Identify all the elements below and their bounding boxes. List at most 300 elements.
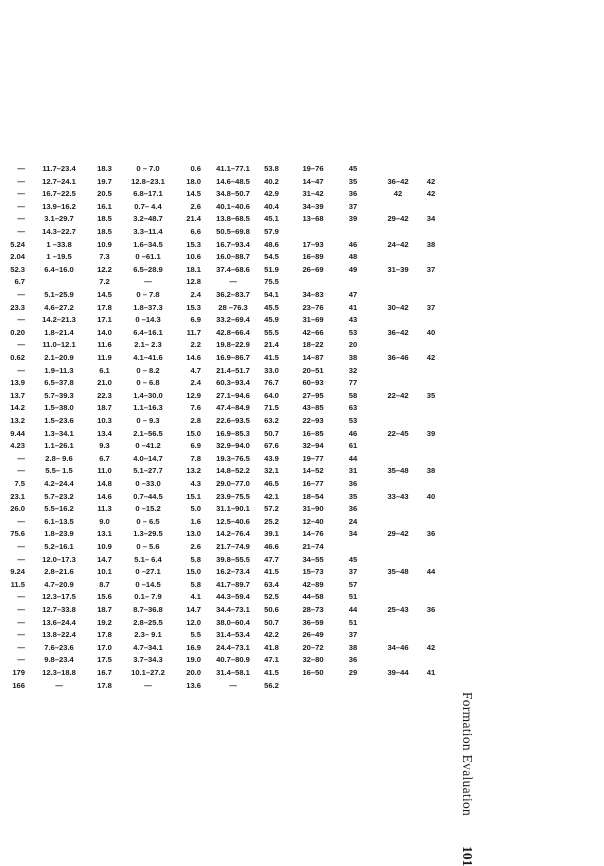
table-cell: 43–85: [302, 403, 324, 413]
table-cell: 4.0–14.7: [133, 453, 163, 463]
table-cell: 37: [348, 630, 358, 640]
table-cell: 0.1– 7.9: [134, 592, 162, 602]
table-cell: 4.7–20.9: [44, 579, 74, 589]
table-cell: 1.3–29.5: [133, 529, 163, 539]
table-cell: 16.2–73.4: [216, 567, 250, 577]
table-cell: 11.0–12.1: [42, 340, 76, 350]
table-cell: 5.7–39.3: [44, 390, 74, 400]
table-cell: 166: [12, 680, 25, 690]
table-cell: 42.8–66.4: [216, 327, 250, 337]
table-cell: 14.3–22.7: [42, 227, 76, 236]
table-cell: 35–48: [387, 567, 409, 577]
table-cell: 4.1: [190, 592, 201, 602]
table-cell: 1.5–23.6: [44, 416, 74, 425]
table-cell: 14.8–52.2: [216, 466, 250, 476]
page-number: 101: [460, 846, 475, 866]
table-cell: 45.9: [264, 315, 279, 325]
table-cell: 50.7: [264, 617, 279, 627]
table-cell: 11.5: [10, 579, 25, 589]
table-cell: 5.1–25.9: [44, 290, 74, 299]
table-cell: 15.3: [186, 239, 201, 249]
table-cell: 13.0: [186, 529, 201, 539]
table-cell: 31.4–53.4: [216, 630, 250, 640]
table-cell: 41.5: [264, 353, 279, 362]
table-cell: 45: [348, 554, 358, 564]
table-cell: 15.3: [186, 302, 201, 312]
table-cell: 26.0: [10, 504, 25, 514]
table-cell: 51: [348, 617, 358, 627]
table-cell: 35: [348, 176, 358, 186]
table-cell: 22.3: [97, 390, 112, 400]
table-cell: 47.7: [264, 554, 279, 564]
table-cell: 31.4–58.1: [216, 668, 250, 677]
table-cell: 9.3: [99, 441, 110, 451]
table-cell: 6.5–37.8: [44, 378, 74, 388]
table-cell: 13.9: [10, 378, 25, 388]
table-cell: —: [17, 340, 25, 350]
table-cell: 9.24: [10, 567, 25, 577]
table-cell: 39–44: [387, 668, 409, 677]
table-cell: 21.4–51.7: [216, 365, 250, 375]
table-cell: 14.6: [97, 491, 112, 501]
table-cell: 34–39: [302, 201, 324, 211]
table-cell: 11.3: [97, 504, 112, 514]
table-cell: 47.1: [264, 655, 279, 665]
table-cell: 36: [348, 655, 358, 665]
table-cell: 58: [348, 390, 358, 400]
table-cell: 16.0–88.7: [216, 252, 250, 262]
table-cell: 71.5: [264, 403, 279, 413]
table-cell: 4.6–27.2: [44, 302, 74, 312]
table-cell: 13.6–24.4: [42, 617, 76, 627]
table-cell: 4.2–24.4: [44, 479, 74, 488]
table-cell: 0.6: [190, 164, 201, 173]
table-cell: 12.5–40.6: [216, 516, 250, 526]
table-cell: —: [17, 466, 25, 476]
table-cell: 5.1–27.7: [133, 466, 163, 476]
table-cell: 39.1: [264, 529, 279, 539]
table-cell: 44–58: [302, 592, 324, 602]
table-cell: 7.5: [14, 479, 25, 488]
table-cell: 55.5: [264, 327, 279, 337]
table-cell: —: [55, 680, 63, 690]
table-cell: 41.5: [264, 668, 279, 677]
table-cell: 23.3: [10, 302, 25, 312]
table-cell: 14–87: [302, 353, 324, 362]
table-cell: 6.6: [190, 227, 201, 236]
table-cell: 30–42: [387, 302, 409, 312]
table-cell: 12.7–24.1: [42, 176, 76, 186]
table-cell: 2.4: [190, 290, 201, 299]
table-cell: 11.0: [97, 466, 112, 476]
table-cell: 16.7–93.4: [216, 239, 250, 249]
table-cell: —: [17, 365, 25, 375]
table-cell: 57.9: [264, 227, 279, 236]
table-cell: 19.2: [97, 617, 112, 627]
table-cell: 60.3–93.4: [216, 378, 250, 388]
table-cell: 2.1–56.5: [133, 428, 163, 438]
table-cell: 40: [426, 491, 436, 501]
table-cell: 18.5: [97, 214, 112, 224]
table-cell: 40: [426, 327, 436, 337]
table-cell: 16–89: [302, 252, 324, 262]
table-cell: 44: [426, 567, 436, 577]
table-cell: 21.4: [264, 340, 279, 350]
table-cell: 34.4–73.1: [216, 605, 250, 614]
table-cell: 7.3: [99, 252, 110, 262]
table-cell: 179: [12, 668, 25, 677]
table-cell: 15–73: [302, 567, 324, 577]
table-cell: 38: [348, 642, 358, 652]
table-cell: 34: [348, 529, 358, 539]
table-cell: 6.1: [99, 365, 110, 375]
table-cell: 9.8–23.4: [44, 655, 74, 665]
table-cell: 22–42: [387, 390, 409, 400]
table-cell: 40.1–40.6: [216, 201, 250, 211]
table-cell: 17.5: [97, 655, 112, 665]
table-cell: 46.6: [264, 542, 279, 551]
table-cell: 42.9: [264, 189, 279, 199]
table-cell: 0.62: [10, 353, 25, 362]
table-cell: —: [17, 453, 25, 463]
table-cell: 19–77: [302, 453, 324, 463]
table-cell: —: [17, 189, 25, 199]
table-cell: 4.7: [190, 365, 201, 375]
table-cell: 1.8–21.4: [44, 327, 74, 337]
table-cell: 8.7–36.8: [133, 605, 163, 614]
table-cell: 32–94: [302, 441, 324, 451]
table-cell: 2.6: [190, 542, 201, 551]
table-cell: 14–47: [302, 176, 324, 186]
table-cell: 16–50: [302, 668, 324, 677]
table-cell: 54.1: [264, 290, 279, 299]
table-cell: 46: [348, 428, 358, 438]
table-cell: 14–76: [302, 529, 324, 539]
table-cell: 0 – 6.5: [136, 516, 160, 526]
table-cell: 1.8–37.3: [133, 302, 163, 312]
table-cell: 27–95: [302, 390, 324, 400]
table-cell: 32.9–94.0: [216, 441, 250, 451]
table-cell: —: [17, 642, 25, 652]
table-cell: 41: [426, 668, 436, 677]
table-cell: 36–59: [302, 617, 324, 627]
table-cell: 20: [348, 340, 358, 350]
table-cell: 42.1: [264, 491, 279, 501]
table-cell: 43.9: [264, 453, 279, 463]
table-cell: 35: [426, 390, 436, 400]
table-cell: 39: [348, 214, 358, 224]
table-cell: 12.0–17.3: [42, 554, 76, 564]
table-cell: 1.6: [190, 516, 201, 526]
table-cell: 0 – 7.8: [136, 290, 160, 299]
table-cell: 54.5: [264, 252, 279, 262]
table-cell: 22–93: [302, 416, 324, 425]
table-cell: 53: [348, 416, 358, 425]
table-cell: 37: [348, 201, 358, 211]
table-cell: 2.3– 9.1: [134, 630, 162, 640]
table-cell: 14.5: [186, 189, 201, 199]
table-cell: 12.7–33.8: [42, 605, 76, 614]
table-cell: 6.4–16.1: [133, 327, 163, 337]
table-cell: 5.8: [190, 554, 201, 564]
table-cell: 21.4: [186, 214, 201, 224]
table-cell: 0 –33.0: [135, 479, 161, 488]
table-cell: 21.0: [97, 378, 112, 388]
table-cell: 6.9: [190, 315, 201, 325]
table-cell: 10.9: [97, 239, 112, 249]
table-cell: 13.1: [97, 529, 112, 539]
table-cell: 1.1–16.3: [133, 403, 163, 413]
table-cell: 22–45: [387, 428, 409, 438]
table-cell: 13.7: [10, 390, 25, 400]
table-cell: 29–42: [387, 529, 409, 539]
table-cell: 34–46: [387, 642, 409, 652]
table-cell: 34.8–50.7: [216, 189, 250, 199]
table-cell: 42: [426, 176, 436, 186]
table-cell: 75.6: [10, 529, 25, 539]
table-cell: 0 – 6.8: [136, 378, 160, 388]
table-cell: 5.2–16.1: [44, 542, 74, 551]
table-cell: 2.8– 9.6: [45, 453, 73, 463]
table-cell: —: [17, 554, 25, 564]
table-cell: 3.2–48.7: [133, 214, 163, 224]
table-cell: 18.5: [97, 227, 112, 236]
table-cell: 39: [426, 428, 436, 438]
table-cell: 14.7: [186, 605, 201, 614]
table-cell: 36: [348, 504, 358, 514]
table-cell: 6.8–17.1: [133, 189, 163, 199]
table-cell: 42–89: [302, 579, 324, 589]
table-cell: 34–55: [302, 554, 324, 564]
table-cell: —: [17, 201, 25, 211]
table-cell: 6.4–16.0: [44, 264, 74, 274]
table-cell: 6.9: [190, 441, 201, 451]
table-cell: 7.8: [190, 453, 201, 463]
table-cell: 12–40: [302, 516, 324, 526]
table-cell: 37: [348, 567, 358, 577]
table-cell: 2.6: [190, 201, 201, 211]
table-cell: 16–85: [302, 428, 324, 438]
table-cell: 32.1: [264, 466, 279, 476]
table-cell: 44: [348, 453, 358, 463]
table-cell: 45.1: [264, 214, 279, 224]
table-cell: 18.0: [186, 176, 201, 186]
table-cell: —: [17, 315, 25, 325]
table-cell: 52.5: [264, 592, 279, 602]
table-cell: 20–51: [302, 365, 324, 375]
table-cell: 16–77: [302, 479, 324, 488]
table-cell: 63.2: [264, 416, 279, 425]
table-cell: 29–42: [387, 214, 409, 224]
table-cell: 38: [426, 466, 436, 476]
table-cell: 31–42: [302, 189, 324, 199]
table-cell: 37: [426, 302, 436, 312]
table-cell: 50.6: [264, 605, 279, 614]
table-cell: 17.8: [97, 302, 112, 312]
table-cell: 53.8: [264, 164, 279, 173]
table-cell: 15.1: [186, 491, 201, 501]
table-cell: 61: [348, 441, 358, 451]
table-cell: 45.5: [264, 302, 279, 312]
table-cell: 53: [348, 327, 358, 337]
table-cell: 5.24: [10, 239, 25, 249]
table-cell: 52.3: [10, 264, 25, 274]
table-cell: 21.7–74.9: [216, 542, 250, 551]
table-cell: 13.2: [186, 466, 201, 476]
table-cell: 15.0: [186, 428, 201, 438]
table-cell: 20.0: [186, 668, 201, 677]
table-cell: 48: [348, 252, 358, 262]
table-cell: 7.2: [99, 277, 110, 287]
table-cell: 2.1–20.9: [44, 353, 74, 362]
table-cell: 36: [426, 529, 436, 539]
table-cell: 40.4: [264, 201, 279, 211]
table-cell: 50.5–69.8: [216, 227, 250, 236]
table-cell: 0 – 9.3: [136, 416, 160, 425]
table-cell: 41.5: [264, 567, 279, 577]
table-cell: 5.1– 6.4: [134, 554, 162, 564]
table-cell: 24.4–73.1: [216, 642, 250, 652]
table-cell: 12.8–23.1: [131, 176, 165, 186]
table-cell: 15.0: [186, 567, 201, 577]
table-cell: 41.7–89.7: [216, 579, 250, 589]
table-cell: 75.5: [264, 277, 279, 287]
table-cell: 14.2–76.4: [216, 529, 250, 539]
table-cell: 11.7–23.4: [42, 164, 76, 173]
table-cell: 22.6–93.5: [216, 416, 250, 425]
table-cell: 10.3: [97, 416, 112, 425]
table-cell: —: [17, 542, 25, 551]
table-cell: 10.1: [97, 567, 112, 577]
table-cell: 8.7: [99, 579, 110, 589]
table-cell: —: [17, 227, 25, 236]
table-cell: —: [17, 630, 25, 640]
table-cell: 36: [348, 189, 358, 199]
table-cell: 2.4: [190, 378, 201, 388]
table-cell: 14.5: [97, 290, 112, 299]
table-cell: 47.4–84.9: [216, 403, 250, 413]
table-cell: 0 –14.3: [135, 315, 161, 325]
table-cell: 36–46: [387, 353, 409, 362]
table-cell: 25–43: [387, 605, 409, 614]
table-cell: 13.8–68.5: [216, 214, 250, 224]
table-cell: 37: [426, 264, 436, 274]
table-cell: 63.4: [264, 579, 279, 589]
table-cell: 23.1: [10, 491, 25, 501]
table-cell: 19.7: [97, 176, 112, 186]
table-cell: 4.3: [190, 479, 201, 488]
table-cell: 5.5–16.2: [44, 504, 74, 514]
table-cell: 16.7–22.5: [42, 189, 76, 199]
table-cell: 36: [348, 479, 358, 488]
table-cell: 5.0: [190, 504, 201, 514]
table-cell: 12.2: [97, 264, 112, 274]
table-cell: 14.8: [97, 479, 112, 488]
table-cell: —: [17, 176, 25, 186]
table-cell: 14.2: [10, 403, 25, 413]
table-cell: 4.1–41.6: [133, 353, 163, 362]
table-cell: 35: [348, 491, 358, 501]
table-cell: 2.8–21.6: [44, 567, 74, 577]
table-cell: 31–69: [302, 315, 324, 325]
table-cell: 1.3–34.1: [44, 428, 74, 438]
table-cell: 21–74: [302, 542, 324, 551]
table-cell: 1.9–11.3: [44, 365, 74, 375]
table-cell: 42: [393, 189, 403, 199]
table-cell: 29: [348, 668, 358, 677]
table-cell: 6.7: [14, 277, 25, 287]
table-cell: 12.3–18.8: [42, 668, 76, 677]
table-cell: 0 –15.2: [135, 504, 161, 514]
table-cell: 31–39: [387, 264, 409, 274]
table-cell: 60–93: [302, 378, 324, 388]
table-cell: 3.1–29.7: [44, 214, 74, 224]
table-cell: 24: [348, 516, 358, 526]
table-cell: 9.44: [10, 428, 25, 438]
table-cell: 40.2: [264, 176, 279, 186]
table-cell: 2.8–25.5: [133, 617, 163, 627]
table-cell: 5.7–23.2: [44, 491, 74, 501]
table-cell: 1.6–34.5: [133, 239, 163, 249]
table-cell: 0.7– 4.4: [134, 201, 162, 211]
table-cell: 16.1: [97, 201, 112, 211]
table-cell: 33–43: [387, 491, 409, 501]
table-cell: 64.0: [264, 390, 279, 400]
table-cell: 38.0–60.4: [216, 617, 250, 627]
table-cell: 42.2: [264, 630, 279, 640]
table-cell: 26–69: [302, 264, 324, 274]
table-cell: 28 –76.3: [218, 302, 248, 312]
table-cell: 6.7: [99, 453, 110, 463]
table-cell: 1 –19.5: [46, 252, 72, 262]
table-cell: 13.8–22.4: [42, 630, 76, 640]
table-cell: 38: [426, 239, 436, 249]
table-cell: 17.8: [97, 630, 112, 640]
table-cell: 11.6: [97, 340, 112, 350]
table-cell: 32: [348, 365, 358, 375]
table-cell: 57: [348, 579, 358, 589]
table-cell: 6.1–13.5: [44, 516, 74, 526]
table-cell: 67.6: [264, 441, 279, 451]
table-cell: 42: [426, 189, 436, 199]
table-cell: 10.1–27.2: [131, 668, 165, 677]
table-cell: 1.8–23.9: [44, 529, 74, 539]
table-cell: —: [229, 680, 237, 690]
table-cell: 32–80: [302, 655, 324, 665]
table-cell: —: [17, 617, 25, 627]
table-cell: —: [17, 655, 25, 665]
table-cell: 40.7–80.9: [216, 655, 250, 665]
table-cell: 20–72: [302, 642, 324, 652]
table-cell: 14.6–48.5: [216, 176, 250, 186]
table-cell: 77: [348, 378, 358, 388]
table-cell: 4.7–34.1: [133, 642, 163, 652]
table-cell: 17.0: [97, 642, 112, 652]
table-cell: 50.7: [264, 428, 279, 438]
table-cell: 31–90: [302, 504, 324, 514]
running-head: [459, 692, 475, 866]
table-cell: 18.7: [97, 403, 112, 413]
table-cell: 36.2–83.7: [216, 290, 250, 299]
table-cell: 0 –61.1: [135, 252, 161, 262]
table-cell: 12.3–17.5: [42, 592, 76, 602]
table-cell: 33.2–69.4: [216, 315, 250, 325]
table-cell: 41.8: [264, 642, 279, 652]
table-cell: 6.5–28.9: [133, 264, 163, 274]
table-cell: 45: [348, 164, 358, 173]
table-cell: 18.7: [97, 605, 112, 614]
table-cell: 29.0–77.0: [216, 479, 250, 488]
